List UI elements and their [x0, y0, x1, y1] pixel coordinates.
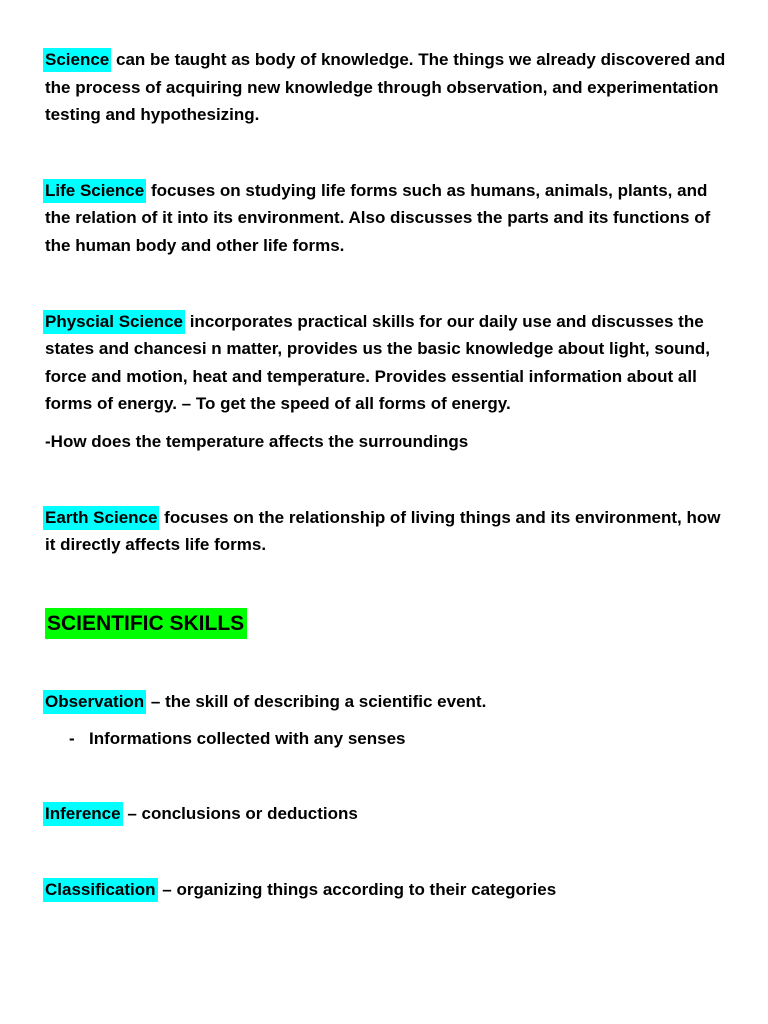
observation-bullet-item: [45, 725, 735, 753]
document-page: [45, 46, 735, 903]
skill-inference-text: – conclusions or deductions: [122, 803, 358, 823]
heading-scientific-skills-text: SCIENTIFIC SKILLS: [45, 608, 247, 639]
term-observation: Observation: [43, 690, 146, 714]
skill-inference: [45, 800, 735, 828]
skill-classification: [45, 876, 735, 904]
term-life-science: Life Science: [43, 179, 146, 203]
paragraph-earth-science: [45, 504, 735, 559]
skill-classification-text: – organizing things according to their categories: [157, 879, 557, 899]
heading-scientific-skills: [45, 610, 247, 638]
skill-observation-text: – the skill of describing a scientific event.: [146, 691, 487, 711]
skill-observation: [45, 688, 735, 716]
paragraph-science-text: can be taught as body of knowledge. The things we already discovered and the process of acquiring new knowledge through observation, and experimentation testing and hypothesizing.: [45, 50, 726, 125]
paragraph-earth-science-text: focuses on the relationship of living things and its environment, how it directly affects life forms.: [45, 507, 721, 555]
paragraph-physical-science-text: incorporates practical skills for our daily use and discusses the states and chancesi n matter, provides us the basic knowledge about light, sound, force and motion, heat and temperature. Provides essential information about all forms of energy. – To get the speed of all forms of energy.: [45, 311, 711, 414]
term-earth-science: Earth Science: [43, 506, 159, 530]
term-science: Science: [43, 48, 111, 72]
observation-bullet-text: Informations collected with any senses: [89, 729, 406, 749]
paragraph-physical-science: [45, 308, 735, 418]
bullet-marker: -: [69, 729, 75, 749]
paragraph-science: [45, 46, 735, 129]
paragraph-life-science-text: focuses on studying life forms such as humans, animals, plants, and the relation of it into its environment. Also discusses the parts and its functions of the human body and other life forms.: [45, 180, 711, 255]
paragraph-temperature-question: -How does the temperature affects the surroundings: [45, 431, 469, 451]
term-classification: Classification: [43, 878, 158, 902]
paragraph-life-science: [45, 177, 735, 260]
term-physical-science: Physcial Science: [43, 310, 185, 334]
term-inference: Inference: [43, 802, 123, 826]
